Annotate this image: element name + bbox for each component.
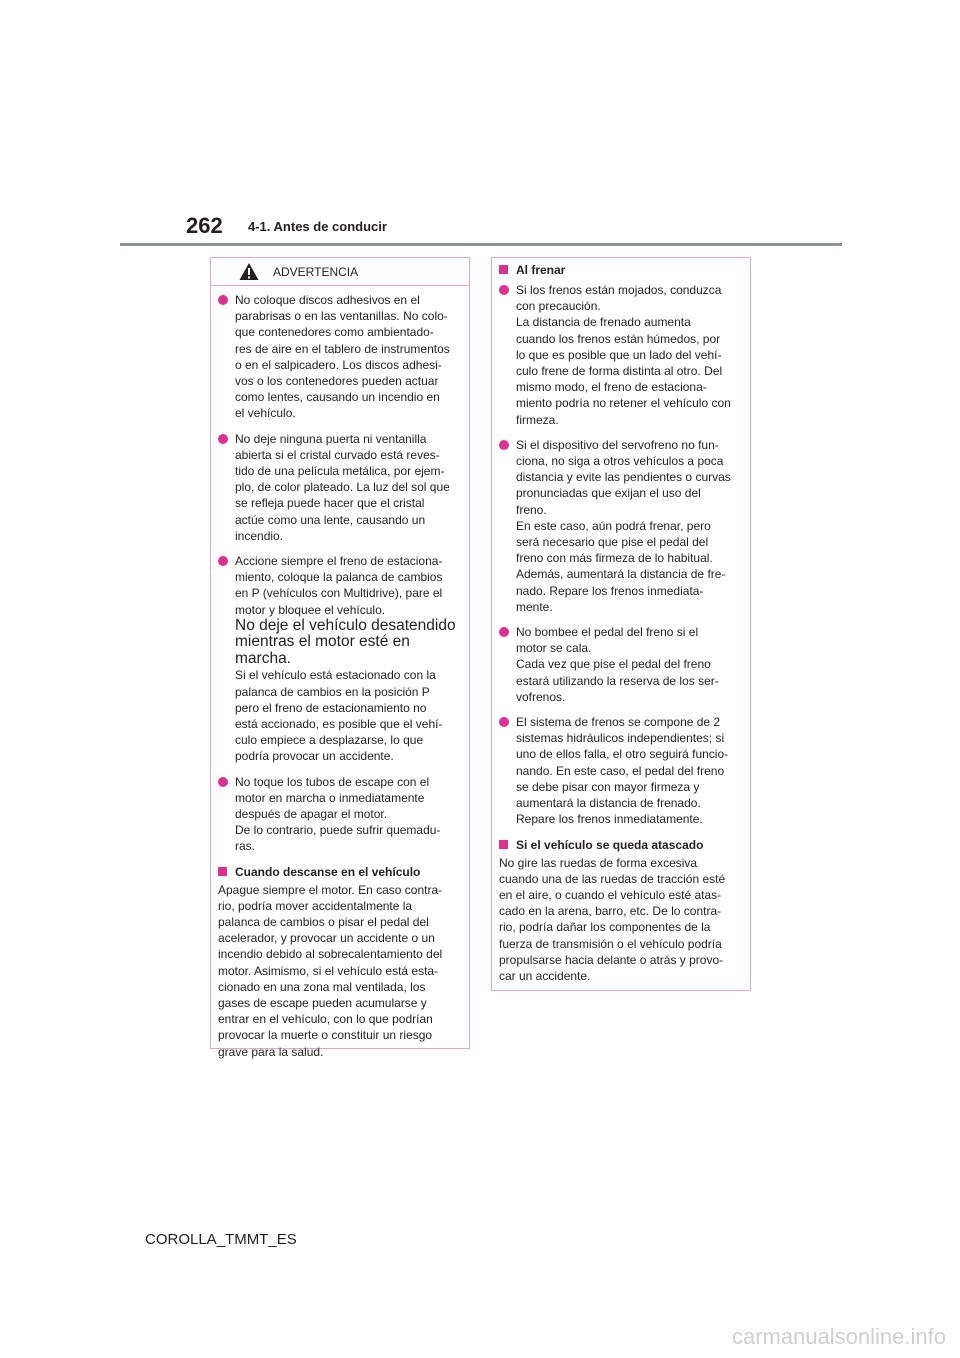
info-bullet: [499, 714, 742, 827]
bullet-dot-icon: [218, 434, 228, 444]
section-title: 4-1. Antes de conducir: [248, 219, 387, 234]
bullet-dot-icon: [218, 556, 228, 566]
bullet-text: No bombee el pedal del freno si el motor se cala. Cada vez que pise el pedal del freno estará utilizando la reserva de los ser- vofrenos.: [516, 625, 719, 704]
bullet-text: No deje ninguna puerta ni ventanilla abierta si el cristal curvado está reves- tido de una película metálica, por ejem- plo, de color plateado. La luz del sol que se refleja puede hacer que el cristal actúe como una lente, causando un incendio.: [235, 431, 450, 543]
bullet-dot-icon: [499, 285, 509, 295]
header-rule: [120, 243, 842, 246]
warning-header: [211, 258, 469, 286]
document-code: COROLLA_TMMT_ES: [145, 1231, 297, 1248]
warning-bullet: [218, 431, 461, 544]
subheading-text: Al frenar: [516, 263, 566, 277]
info-box: [491, 257, 751, 991]
subheading: [218, 864, 461, 880]
warning-triangle-icon: [239, 262, 259, 281]
bullet-text: Si el dispositivo del servofreno no fun- ciona, no siga a otros vehículos a poca distancia y evite las pendientes o curvas pronunciadas que exijan el uso del freno. En este caso, aún podrá frenar, pero será necesario que pise el pedal del freno con más firmeza de lo habitual. Además, aumentará la distancia de fre- nado. Repare los frenos inmediata- mente.: [516, 437, 731, 614]
subheading: [499, 837, 742, 853]
warning-title: ADVERTENCIA: [273, 265, 359, 279]
paragraph: No gire las ruedas de forma excesiva cuando una de las ruedas de tracción esté en el aire, o cuando el vehículo esté atas- cado en la arena, barro, etc. De lo contra- rio, podría dañar los componentes de la fuerza de transmisión o el vehículo podría propulsarse hacia delante o atrás y provo- car un accidente.: [499, 855, 726, 983]
bullet-dot-icon: [499, 717, 509, 727]
square-bullet-icon: [218, 867, 227, 876]
subheading: [499, 262, 742, 278]
bullet-text: Si los frenos están mojados, conduzca con precaución. La distancia de frenado aumenta cuando los frenos están húmedos, por lo que es posible que un lado del vehí- culo frene de forma distinta al otro. Del mismo modo, el freno de estaciona- miento podría no retener el vehículo con firmeza.: [516, 283, 731, 427]
bullet-dot-icon: [499, 627, 509, 637]
square-bullet-icon: [499, 840, 508, 849]
bullet-text: No coloque discos adhesivos en el parabrisas o en las ventanillas. No colo- que contenedores como ambientado- res de aire en el tablero de instrumentos o en el salpicadero. Los discos adhesi- vos o los contenedores pueden actuar como lentes, causando un incendio en el vehículo.: [235, 293, 450, 421]
warning-box: [210, 257, 470, 1059]
warning-bullet: [218, 553, 461, 765]
paragraph: Apague siempre el motor. En caso contra- rio, podría mover accidentalmente la palanca de cambios o pisar el pedal del acelerador, y provocar un accidente o un incendio debido al sobrecalentamiento del motor. Asimismo, si el vehículo está esta- cionado en una zona mal ventilada, los gases de escape pueden acumularse y entrar en el vehículo, con lo que podrían provocar la muerte o constituir un riesgo grave para la salud.: [218, 882, 443, 1059]
bullet-dot-icon: [218, 777, 228, 787]
bullet-dot-icon: [499, 440, 509, 450]
square-bullet-icon: [499, 265, 508, 274]
bullet-emphasis-text: No deje el vehículo desatendido mientras el motor esté en marcha.: [235, 616, 456, 667]
warning-bullet: [218, 774, 461, 855]
warning-bullet: [218, 292, 461, 422]
subheading-text: Si el vehículo se queda atascado: [516, 837, 704, 852]
page-number: 262: [186, 213, 223, 238]
info-bullet: [499, 437, 742, 615]
info-bullet: [499, 624, 742, 705]
info-bullet: [499, 282, 742, 428]
bullet-text: Accione siempre el freno de estaciona- miento, coloque la palanca de cambios en P (vehículos con Multidrive), pare el motor y bloquee el vehículo.: [235, 554, 443, 617]
subheading-text: Cuando descanse en el vehículo: [235, 864, 421, 879]
bullet-text: No toque los tubos de escape con el motor en marcha o inmediatamente después de apagar el motor. De lo contrario, puede sufrir quemadu- ras.: [235, 774, 441, 854]
bullet-dot-icon: [218, 295, 228, 305]
watermark: carmanualsonline.info: [731, 1324, 946, 1349]
bullet-text: Si el vehículo está estacionado con la palanca de cambios en la posición P pero el freno de estacionamiento no está accionado, es posible que el vehí- culo empiece a desplazarse, lo que podría provocar un accidente.: [235, 668, 443, 764]
bullet-text: El sistema de frenos se compone de 2 sistemas hidráulicos independientes; si uno de ellos falla, el otro seguirá funcio- nando. En este caso, el pedal del freno se debe pisar con mayor firmeza y aumentará la distancia de frenado. Repare los frenos inmediatamente.: [516, 715, 729, 827]
